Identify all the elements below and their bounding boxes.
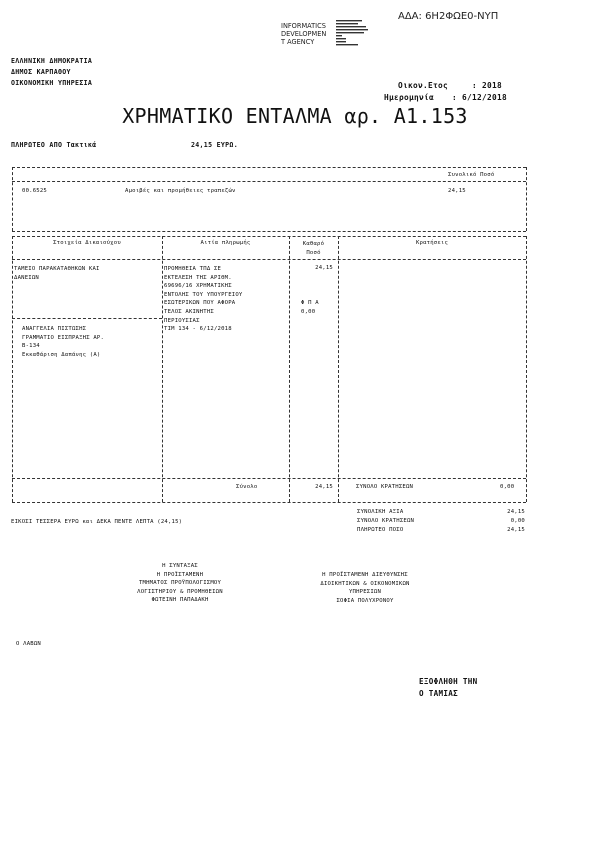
- payable-amount: 24,15 ΕΥΡΩ.: [191, 141, 238, 149]
- column-header-reason: Αιτία πληρωμής: [200, 240, 251, 246]
- agency-logo: [281, 22, 326, 46]
- box-bottom-rule: [12, 231, 526, 232]
- signature-left-line: ΛΟΓΙΣΤΗΡΙΟΥ & ΠΡΟΜΗΘΕΙΩΝ: [137, 588, 223, 595]
- reason-line: ΕΚΤΕΛΕΣΗ ΤΗΣ ΑΡΙΘΜ.: [164, 274, 232, 281]
- reason-line: ΕΣΩΤΕΡΙΚΩΝ ΠΟΥ ΑΦΟΡΑ: [164, 300, 236, 307]
- column-header-net: [289, 240, 338, 258]
- account-description: Αμοιβές και προμήθειες τραπεζών: [125, 188, 236, 194]
- page-title: ΧΡΗΜΑΤΙΚΟ ΕΝΤΑΛΜΑ αρ. Α1.153: [122, 104, 468, 128]
- box-left-rule: [12, 167, 13, 231]
- date-value: : 6/12/2018: [452, 93, 507, 102]
- cashier-block: [419, 676, 477, 700]
- fiscal-year-value: : 2018: [472, 81, 502, 90]
- reason-line: ΠΡΟΜΗΘΕΙΑ ΤΠΔ ΣΕ: [164, 266, 222, 272]
- table-col-rule: [338, 236, 339, 502]
- total-amount-header: Συνολικό Ποσό: [448, 172, 495, 178]
- cashier-line: Ο ΤΑΜΙΑΣ: [419, 689, 458, 698]
- signature-right-line: Η ΠΡΟΪΣΤΑΜΕΝΗ ΔΙΕΥΘΥΝΣΗΣ: [322, 572, 408, 578]
- org-header: [11, 56, 92, 89]
- date-label: Ημερομηνία: [384, 93, 434, 102]
- column-header-net-line: Καθαρό: [302, 241, 325, 247]
- reference-cell: [22, 325, 104, 359]
- summary-total-value: 24,15: [507, 509, 525, 515]
- org-line: ΕΛΛΗΝΙΚΗ ΔΗΜΟΚΡΑΤΙΑ: [11, 57, 93, 65]
- summary-payable-label: ΠΛΗΡΩΤΕΟ ΠΟΣΟ: [357, 527, 404, 533]
- table-header-rule: [12, 259, 526, 260]
- summary-deductions-value: 0,00: [510, 518, 525, 524]
- sum-value: 24,15: [315, 484, 333, 490]
- total-deductions-value: 0,00: [500, 484, 515, 490]
- reference-line: Εκκαθάριση Δαπάνης (Α): [22, 351, 101, 358]
- signature-left-line: ΦΩΤΕΙΝΗ ΠΑΠΑΔΑΚΗ: [151, 597, 209, 604]
- reason-line: ΤΙΜ 134 - 6/12/2018: [164, 326, 232, 333]
- signature-left-line: Η ΣΥΝΤΑΞΑΣ: [162, 563, 198, 569]
- signature-right: [295, 571, 435, 605]
- org-line: ΔΗΜΟΣ ΚΑΡΠΑΘΟΥ: [11, 68, 71, 76]
- agency-seal-graphic: [336, 20, 376, 55]
- totals-bottom-rule: [12, 502, 526, 503]
- reason-line: ΤΕΛΟΣ ΑΚΙΝΗΤΗΣ: [164, 308, 214, 315]
- table-col-rule: [289, 236, 290, 502]
- reason-line: ΠΕΡΙΟΥΣΙΑΣ: [164, 317, 200, 324]
- column-header-creditor: Στοιχεία Δικαιούχου: [53, 240, 121, 246]
- account-code: 00.6525: [22, 188, 47, 194]
- creditor-cell: [14, 265, 100, 282]
- agency-logo-line: T AGENCY: [281, 38, 315, 46]
- agency-logo-line: DEVELOPMEN: [281, 30, 327, 38]
- summary-deductions-label: ΣΥΝΟΛΟ ΚΡΑΤΗΣΕΩΝ: [357, 518, 415, 524]
- fpa-value: 0,00: [301, 309, 316, 315]
- total-deductions-label: ΣΥΝΟΛΟ ΚΡΑΤΗΣΕΩΝ: [356, 484, 414, 490]
- signature-right-line: ΥΠΗΡΕΣΙΩΝ: [348, 589, 382, 596]
- signature-right-line: ΔΙΟΙΚΗΤΙΚΩΝ & ΟΙΚΟΝΟΜΙΚΩΝ: [320, 580, 410, 587]
- reason-line: 69696/16 ΧΡΗΜΑΤΙΚΗΣ: [164, 283, 232, 290]
- summary-payable-value: 24,15: [507, 527, 525, 533]
- table-left-rule: [12, 236, 13, 502]
- reference-line: ΓΡΑΜΜΑΤΙΟ ΕΙΣΠΡΑΞΗΣ ΑΡ.: [22, 334, 105, 341]
- creditor-separator-rule: [12, 318, 162, 319]
- box-right-rule: [526, 167, 527, 231]
- box-header-rule: [12, 181, 526, 182]
- creditor-line: ΔΑΝΕΙΩΝ: [14, 274, 39, 281]
- ada-code: ΑΔΑ: 6Η2ΦΩΕ0-ΝΥΠ: [398, 11, 499, 22]
- cashier-line: ΕΞΟΦΛΗΘΗ ΤΗΝ: [419, 677, 478, 686]
- signature-left-line: Η ΠΡΟΪΣΤΑΜΕΝΗ: [156, 571, 204, 578]
- summary-total-label: ΣΥΝΟΛΙΚΗ ΑΞΙΑ: [357, 509, 404, 515]
- fiscal-year-label: Οικον.Ετος: [398, 81, 448, 90]
- table-right-rule: [526, 236, 527, 502]
- amount-in-words: ΕΙΚΟΣΙ ΤΕΣΣΕΡΑ ΕΥΡΩ και ΔΕΚΑ ΠΕΝΤΕ ΛΕΠΤΑ (24,15): [11, 519, 183, 525]
- column-header-net-line: Ποσό: [306, 250, 321, 256]
- box-top-rule: [12, 167, 526, 168]
- signature-left-line: ΤΜΗΜΑΤΟΣ ΠΡΟΫΠΟΛΟΓΙΣΜΟΥ: [138, 580, 222, 587]
- table-top-rule: [12, 236, 526, 237]
- reason-cell: [164, 265, 243, 334]
- fpa-label: Φ Π Α: [301, 300, 319, 306]
- totals-top-rule: [12, 478, 526, 479]
- net-amount: 24,15: [315, 265, 333, 271]
- sum-label: Σύνολο: [236, 484, 258, 490]
- column-header-deductions: Κρατήσεις: [415, 240, 449, 246]
- receiver-label: Ο ΛΑΒΩΝ: [16, 641, 41, 647]
- reason-line: ΕΝΤΟΛΗΣ ΤΟΥ ΥΠΟΥΡΓΕΙΟΥ: [164, 291, 243, 298]
- reference-line: ΑΝΑΓΓΕΛΙΑ ΠΙΣΤΩΣΗΣ: [22, 326, 87, 332]
- payable-label: ΠΛΗΡΩΤΕΟ ΑΠΟ Τακτικά: [11, 141, 97, 149]
- reference-line: Β-134: [22, 343, 40, 350]
- agency-logo-line: INFORMATICS: [281, 22, 326, 30]
- table-col-rule: [162, 236, 163, 502]
- creditor-line: ΤΑΜΕΙΟ ΠΑΡΑΚΑΤΑΘΗΚΩΝ ΚΑΙ: [14, 266, 100, 272]
- signature-right-line: ΣΟΦΙΑ ΠΟΛΥΧΡΟΝΟΥ: [336, 597, 394, 604]
- account-amount: 24,15: [448, 188, 466, 194]
- signature-left: [115, 562, 245, 605]
- org-line: ΟΙΚΟΝΟΜΙΚΗ ΥΠΗΡΕΣΙΑ: [11, 79, 93, 87]
